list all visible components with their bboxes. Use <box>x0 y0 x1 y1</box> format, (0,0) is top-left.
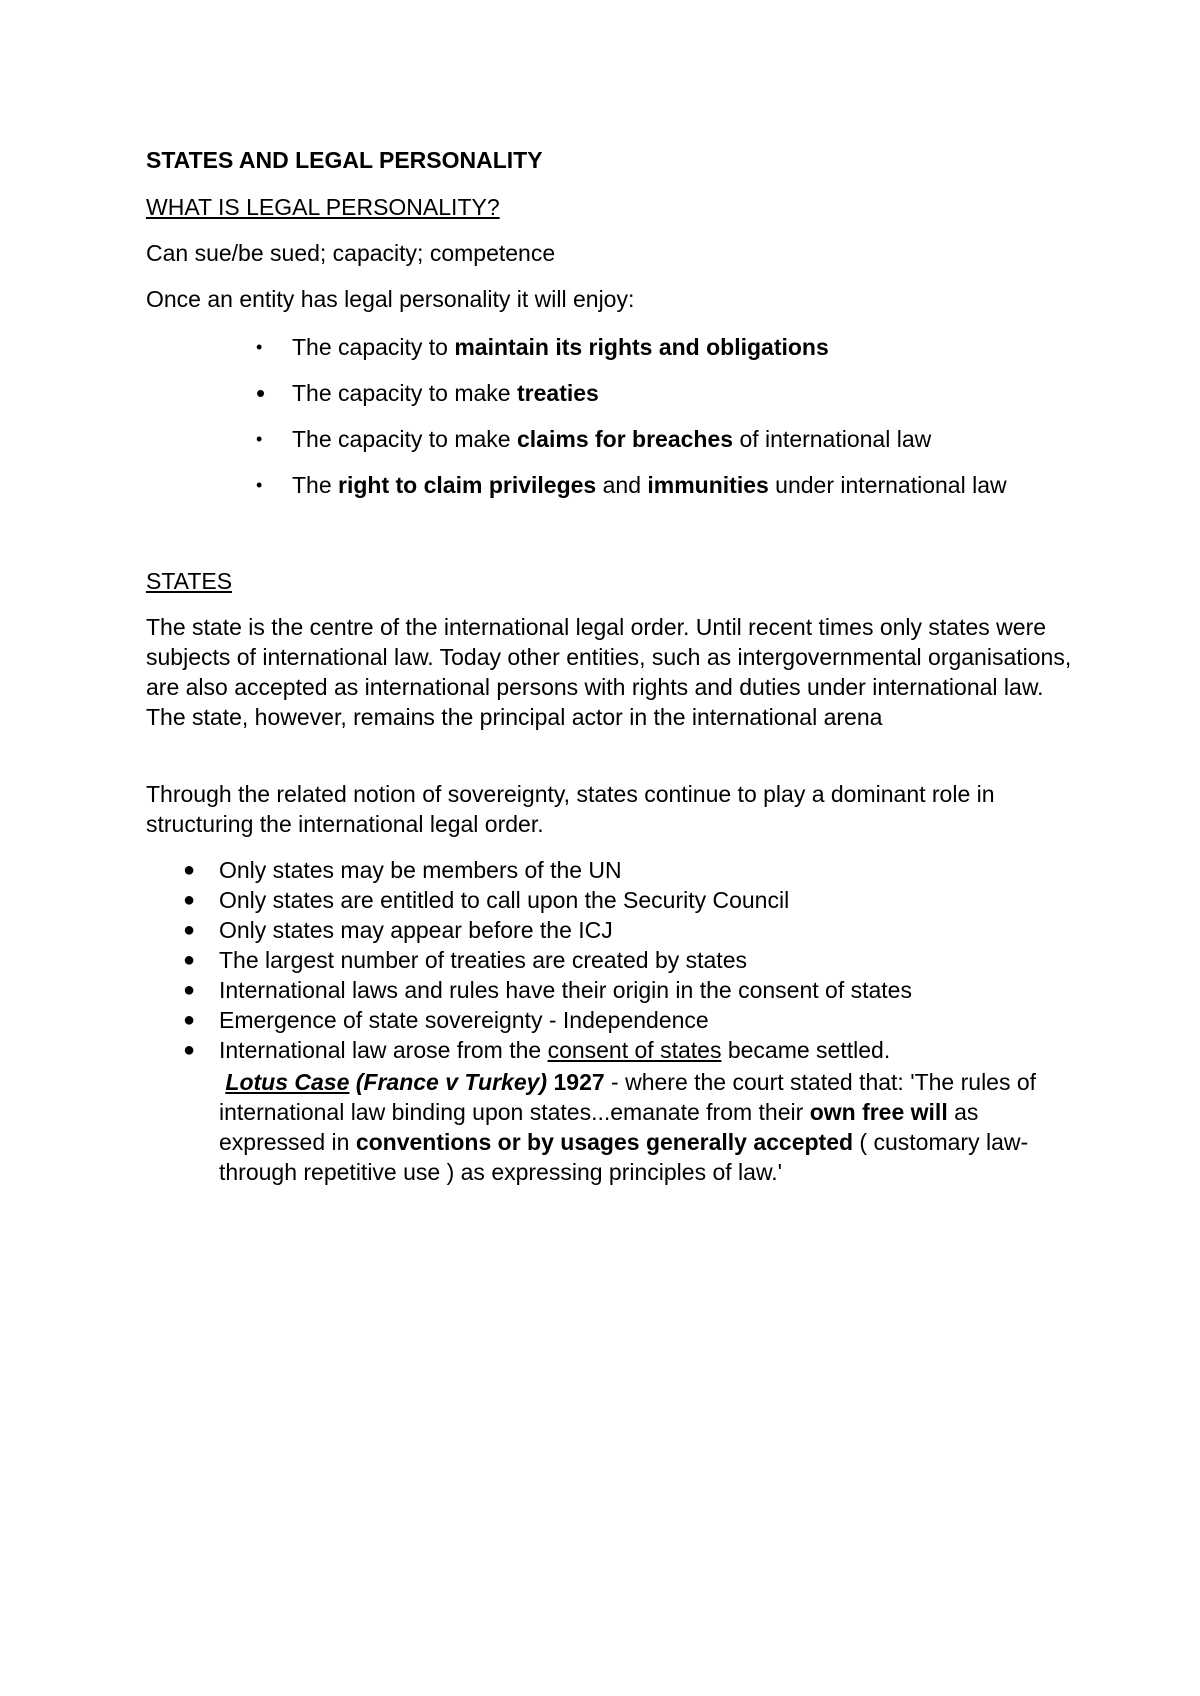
bullet-icon: ● <box>183 949 196 971</box>
list-item: • The capacity to make claims for breaches of international law <box>146 424 1007 470</box>
bullet-icon: ● <box>183 919 196 941</box>
bullet-icon: ● <box>183 1039 196 1061</box>
bullet-icon: • <box>256 429 263 449</box>
bullet-icon: ● <box>183 859 196 881</box>
case-name: Lotus Case <box>225 1069 350 1095</box>
list-item: ● Emergence of state sovereignty - Independence <box>183 1007 709 1033</box>
paragraph-intro: Once an entity has legal personality it will enjoy: <box>146 286 635 312</box>
list-item: ● Only states may be members of the UN <box>183 857 622 883</box>
paragraph-capacity: Can sue/be sued; capacity; competence <box>146 240 556 266</box>
legal-personality-list <box>146 332 1007 516</box>
lotus-case-quote: Lotus Case (France v Turkey) 1927 - where the court stated that: 'The rules of international law binding upon states...emanate from their own free will as expressed in conventions or by usages generally accepted ( customary law- through repetitive use ) as expressing principles of law.' <box>219 1069 1037 1185</box>
paragraph-sovereignty: Through the related notion of sovereignty, states continue to play a dominant role in structuring the international legal order. <box>146 781 995 837</box>
list-item: • The capacity to maintain its rights and obligations <box>146 332 1007 378</box>
paragraph-state-centre: The state is the centre of the international legal order. Until recent times only states were subjects of international law. Today other entities, such as intergovernmental organisations, are also accepted as international persons with rights and duties under international law. The state, however, remains the principal actor in the international arena <box>146 614 1072 730</box>
states-list <box>146 855 912 1065</box>
bullet-icon: • <box>256 378 266 408</box>
case-year: 1927 <box>553 1069 605 1095</box>
section-heading-states: STATES <box>146 568 233 594</box>
list-item: ● Only states may appear before the ICJ <box>183 917 613 943</box>
bullet-icon: ● <box>183 1009 196 1031</box>
list-item: • The capacity to make treaties <box>256 378 599 408</box>
bullet-icon: • <box>256 337 263 357</box>
section-heading-legal-personality: WHAT IS LEGAL PERSONALITY? <box>146 194 500 220</box>
document-title: STATES AND LEGAL PERSONALITY <box>146 147 543 173</box>
list-item: ● International law arose from the consent of states became settled. <box>183 1037 891 1063</box>
case-parties: (France v Turkey) <box>355 1069 548 1095</box>
list-item: • The right to claim privileges and immunities under international law <box>146 470 1007 516</box>
bullet-icon: ● <box>183 889 196 911</box>
list-item: ● The largest number of treaties are created by states <box>183 947 747 973</box>
bullet-icon: • <box>256 475 263 495</box>
bullet-icon: ● <box>183 979 196 1001</box>
list-item: ● Only states are entitled to call upon the Security Council <box>183 887 790 913</box>
list-item: ● International laws and rules have their origin in the consent of states <box>183 977 912 1003</box>
